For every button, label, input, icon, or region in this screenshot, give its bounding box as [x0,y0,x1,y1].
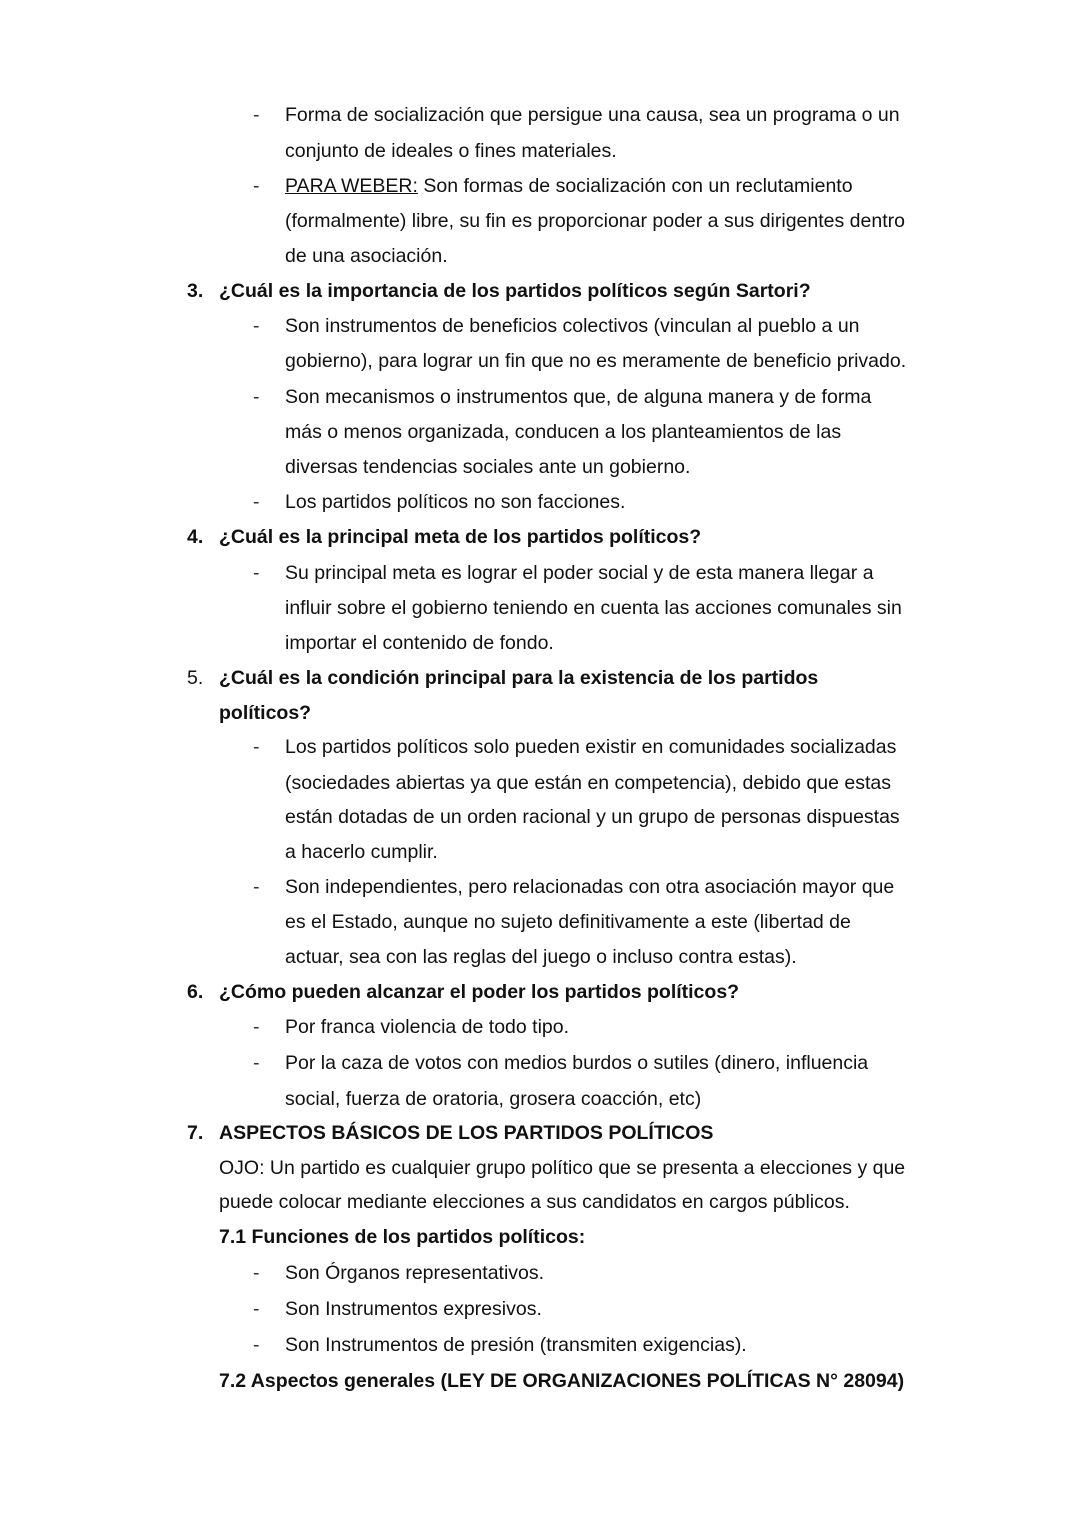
bullet-dash: - [253,1052,260,1074]
bullet-text: influir sobre el gobierno teniendo en cuenta las acciones comunales sin [285,597,902,619]
bullet-dash: - [253,1334,260,1356]
bullet-dash: - [253,104,260,126]
bullet-text: Por la caza de votos con medios burdos o sutiles (dinero, influencia [285,1052,869,1074]
bullet-text: PARA WEBER: Son formas de socialización con un reclutamiento [285,175,853,197]
bullet-text: Los partidos políticos no son facciones. [285,491,626,513]
section-number: 7. [187,1122,204,1144]
bullet-text: Son Instrumentos de presión (transmiten exigencias). [285,1334,747,1356]
subsection-heading: 7.2 Aspectos generales (LEY DE ORGANIZACIONES POLÍTICAS N° 28094) [219,1370,905,1392]
bullet-text: gobierno), para lograr un fin que no es meramente de beneficio privado. [285,350,907,372]
question-heading: políticos? [219,702,312,724]
bullet-text: Son mecanismos o instrumentos que, de alguna manera y de forma [285,386,872,408]
bullet-dash: - [253,175,260,197]
bullet-text: están dotadas de un orden racional y un grupo de personas dispuestas [285,806,900,828]
question-heading: ¿Cuál es la principal meta de los partidos políticos? [219,526,702,548]
subsection-heading: 7.1 Funciones de los partidos políticos: [219,1226,586,1248]
bullet-text: Son independientes, pero relacionadas con otra asociación mayor que [285,876,895,898]
bullet-text: importar el contenido de fondo. [285,632,554,654]
bullet-dash: - [253,1298,260,1320]
question-heading: ¿Cómo pueden alcanzar el poder los partidos políticos? [219,981,740,1003]
bullet-dash: - [253,386,260,408]
question-heading: ¿Cuál es la condición principal para la existencia de los partidos [219,667,819,689]
note-text: OJO: Un partido es cualquier grupo político que se presenta a elecciones y que [219,1157,906,1179]
bullet-text: (sociedades abiertas ya que están en competencia), debido que estas [285,772,891,794]
bullet-text: Los partidos políticos solo pueden existir en comunidades socializadas [285,736,897,758]
question-number: 4. [187,526,204,548]
bullet-dash: - [253,1016,260,1038]
bullet-dash: - [253,1262,260,1284]
bullet-text: a hacerlo cumplir. [285,841,438,863]
question-number: 6. [187,981,204,1003]
bullet-dash: - [253,491,260,513]
bullet-text: actuar, sea con las reglas del juego o incluso contra estas). [285,946,797,968]
bullet-text: Son Instrumentos expresivos. [285,1298,542,1320]
bullet-text: diversas tendencias sociales ante un gobierno. [285,456,691,478]
bullet-text: es el Estado, aunque no sujeto definitivamente a este (libertad de [285,911,851,933]
bullet-text: Son Órganos representativos. [285,1262,545,1284]
bullet-dash: - [253,736,260,758]
bullet-text: más o menos organizada, conducen a los planteamientos de las [285,421,842,443]
bullet-text: Son instrumentos de beneficios colectivos (vinculan al pueblo a un [285,315,860,337]
bullet-text: (formalmente) libre, su fin es proporcionar poder a sus dirigentes dentro [285,210,905,232]
bullet-text: conjunto de ideales o fines materiales. [285,140,617,162]
bullet-text: Por franca violencia de todo tipo. [285,1016,570,1038]
bullet-dash: - [253,315,260,337]
note-text: puede colocar mediante elecciones a sus candidatos en cargos públicos. [219,1191,850,1213]
bullet-text: Su principal meta es lograr el poder social y de esta manera llegar a [285,562,874,584]
bullet-dash: - [253,562,260,584]
question-number: 5. [187,667,204,689]
question-number: 3. [187,280,204,302]
bullet-text: social, fuerza de oratoria, grosera coacción, etc) [285,1088,702,1110]
bullet-text: Forma de socialización que persigue una causa, sea un programa o un [285,104,900,126]
weber-label: PARA WEBER: [285,175,418,197]
bullet-dash: - [253,876,260,898]
question-heading: ¿Cuál es la importancia de los partidos políticos según Sartori? [219,280,811,302]
bullet-text: de una asociación. [285,245,448,267]
section-heading: ASPECTOS BÁSICOS DE LOS PARTIDOS POLÍTICOS [219,1122,714,1144]
